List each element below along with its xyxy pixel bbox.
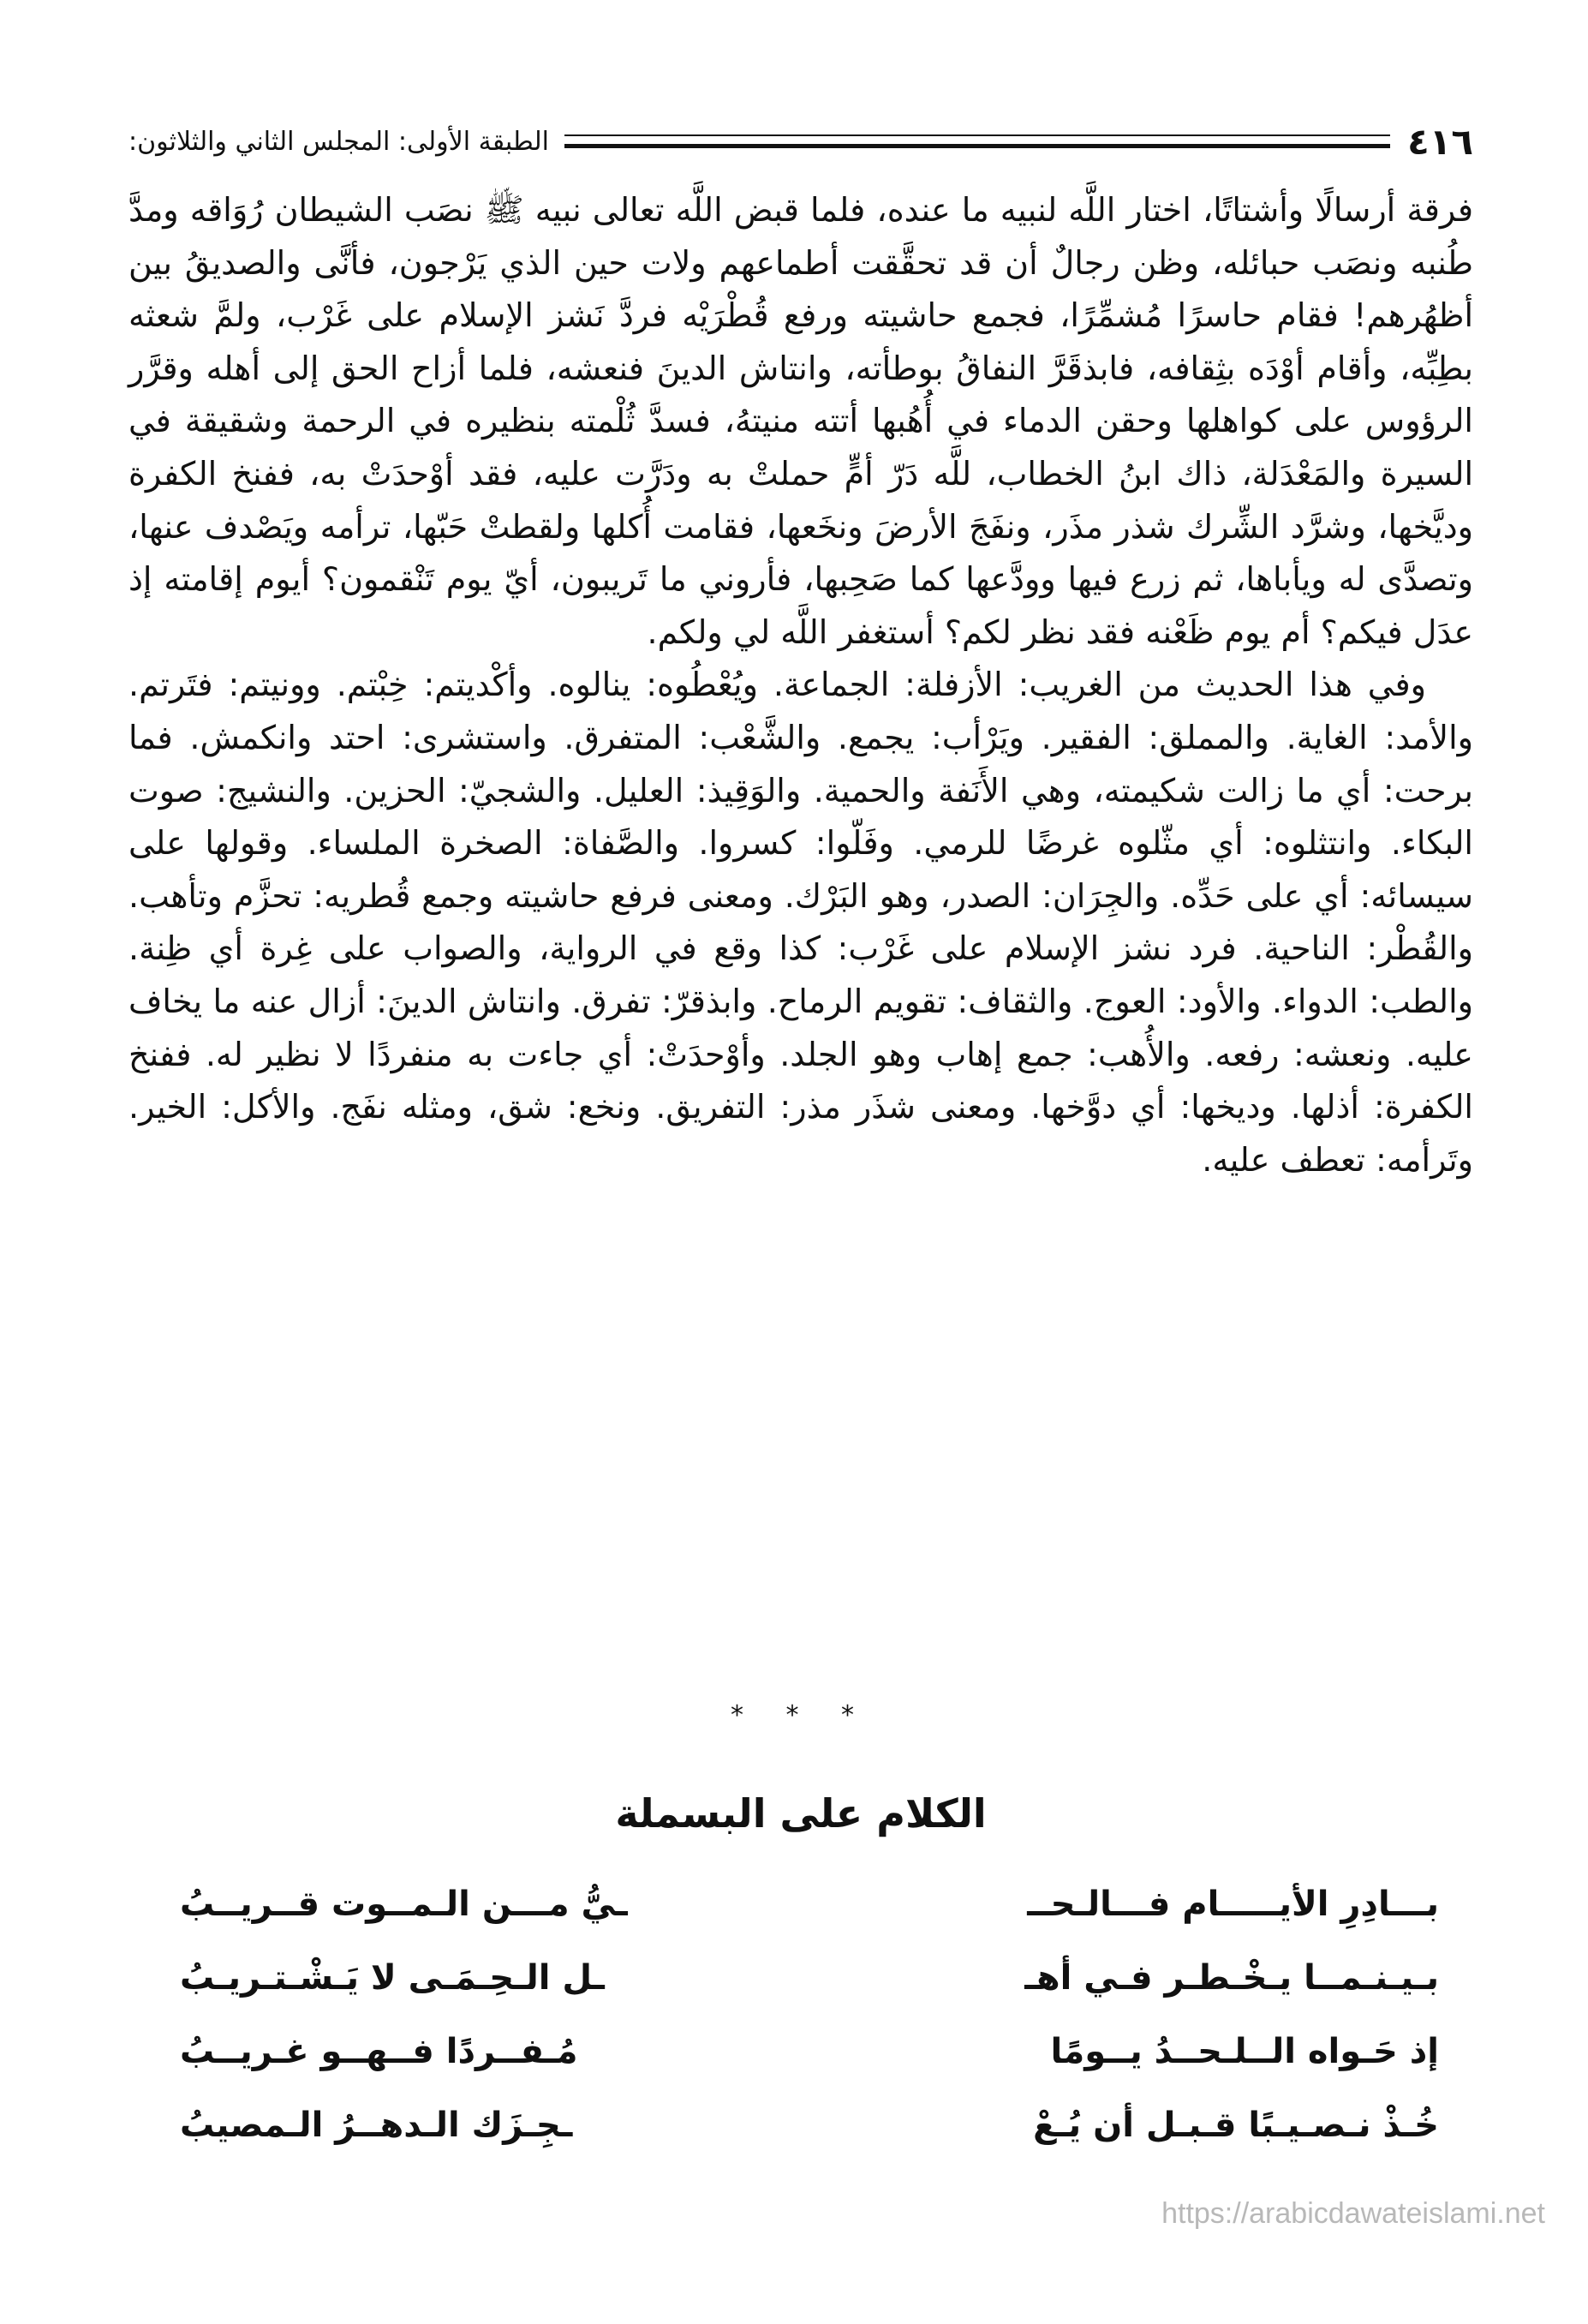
verse-second-hemistich: ـل الـحِـمَـى لا يَـشْـتـريـبُ	[180, 1958, 605, 1998]
verse-second-hemistich: مُـفــردًا فــهــو غـريــبُ	[180, 2032, 578, 2071]
running-title: الطبقة الأولى: المجلس الثاني والثلاثون:	[128, 126, 550, 157]
verse-second-hemistich: ـجِـزَك الـدهــرُ الـمصيبُ	[180, 2106, 573, 2145]
poem-verse	[180, 2015, 1439, 2088]
verse-first-hemistich: خُـذْ نـصـيـبًا قـبـل أن يُـعْ	[1033, 2106, 1439, 2145]
verse-first-hemistich: بـــادِرِ الأيـــــام فـــالـحــ	[1027, 1885, 1439, 1924]
header-rule	[564, 134, 1390, 148]
glossary-paragraph: وفي هذا الحديث من الغريب: الأزفلة: الجماعة. ويُعْطُوه: ينالوه. وأكْديتم: خِبْتم. وونيتم: فتَرتم. والأمد: الغاية. والمملق: الفقير. ويَرْأب: يجمع. والشَّعْب: المتفرق. واستشرى: احتد وانكمش. فما برحت: أي ما زالت شكيمته، وهي الأَنَفة والحمية. والوَقِيذ: العليل. والشجيّ: الحزين. والنشيج: صوت البكاء. وانتثلوه: أي مثّلوه غرضًا للرمي. وفَلّوا: كسروا. والصَّفاة: الصخرة الملساء. وقولها على سيسائه: أي على حَدِّه. والجِرَان: الصدر، وهو البَرْك. ومعنى فرفع حاشيته وجمع قُطريه: تحزَّم وتأهب. والقُطْر: الناحية. فرد نشز الإسلام على غَرْب: كذا وقع في الرواية، والصواب على غِرة أي ظِنة. والطب: الدواء. والأود: العوج. والثقاف: تقويم الرماح. وابذقرّ: تفرق. وانتاش الدينَ: أزال عنه ما يخاف عليه. ونعشه: رفعه. والأُهب: جمع إهاب وهو الجلد. وأوْحدَتْ: أي جاءت به منفردًا لا نظير له. ففنخ الكفرة: أذلها. وديخها: أي دوَّخها. ومعنى شذَر مذر: التفريق. ونخع: شق، ومثله نفَج. والأكل: الخير. وتَرأمه: تعطف عليه.	[128, 666, 1473, 1179]
section-heading: الكلام على البسملة	[615, 1790, 987, 1837]
poem-verse	[180, 1941, 1439, 2015]
section-separator: * * *	[730, 1700, 872, 1730]
main-text	[128, 184, 1473, 1186]
poem-verse	[180, 2088, 1439, 2162]
watermark-url: https://arabicdawateislami.net	[1161, 2197, 1545, 2230]
poem	[180, 1867, 1439, 2162]
verse-first-hemistich: إذ حَـواه الــلـحــدُ يــومًا	[1050, 2032, 1439, 2071]
verse-second-hemistich: ـيُّ مـــن الـمــوت قــريــبُ	[180, 1885, 628, 1924]
poem-verse	[180, 1867, 1439, 1941]
book-page	[128, 0, 1473, 2324]
running-header	[128, 120, 1473, 163]
narrative-paragraph: فرقة أرسالًا وأشتاتًا، اختار اللَّه لنبيه ما عنده، فلما قبض اللَّه تعالى نبيه ﷺ نصَب الشيطان رُوَاقه ومدَّ طُنبه ونصَب حبائله، وظن رجالٌ أن قد تحقَّقت أطماعهم ولات حين الذي يَرْجون، فأنَّى والصديقُ بين أظهُرهم! فقام حاسرًا مُشمِّرًا، فجمع حاشيته ورفع قُطْرَيْه فردَّ نَشز الإسلام على غَرْب، ولمَّ شعثه بطِبِّه، وأقام أوْدَه بثِقافه، فابذقَرَّ النفاقُ بوطأته، وانتاش الدينَ فنعشه، فلما أزاح الحق إلى أهله وقرَّر الرؤوس على كواهلها وحقن الدماء في أُهُبها أتته منيتهُ، فسدَّ ثُلْمته بنظيره في الرحمة وشقيقة في السيرة والمَعْدَلة، ذاك ابنُ الخطاب، للَّه دَرّ أمٍّ حملتْ به ودَرَّت عليه، فقد أوْحدَتْ به، ففنخ الكفرة وديَّخها، وشرَّد الشِّرك شذر مذَر، ونفَجَ الأرضَ ونخَعها، فقامت أُكلها ولقطتْ حَبّها، ترأمه ويَصْدف عنها، وتصدَّى له ويأباها، ثم زرع فيها وودَّعها كما صَحِبها، فأروني ما تَريبون، أيّ يوم تَنْقمون؟ أيوم إقامته إذ عدَل فيكم؟ أم يوم ظَعْنه فقد نظر لكم؟ أستغفر اللَّه لي ولكم.	[128, 191, 1473, 651]
verse-first-hemistich: بـيـنـمــا يـخْـطـر فـي أهـ	[1024, 1958, 1439, 1998]
page-number: ٤١٦	[1407, 120, 1473, 163]
